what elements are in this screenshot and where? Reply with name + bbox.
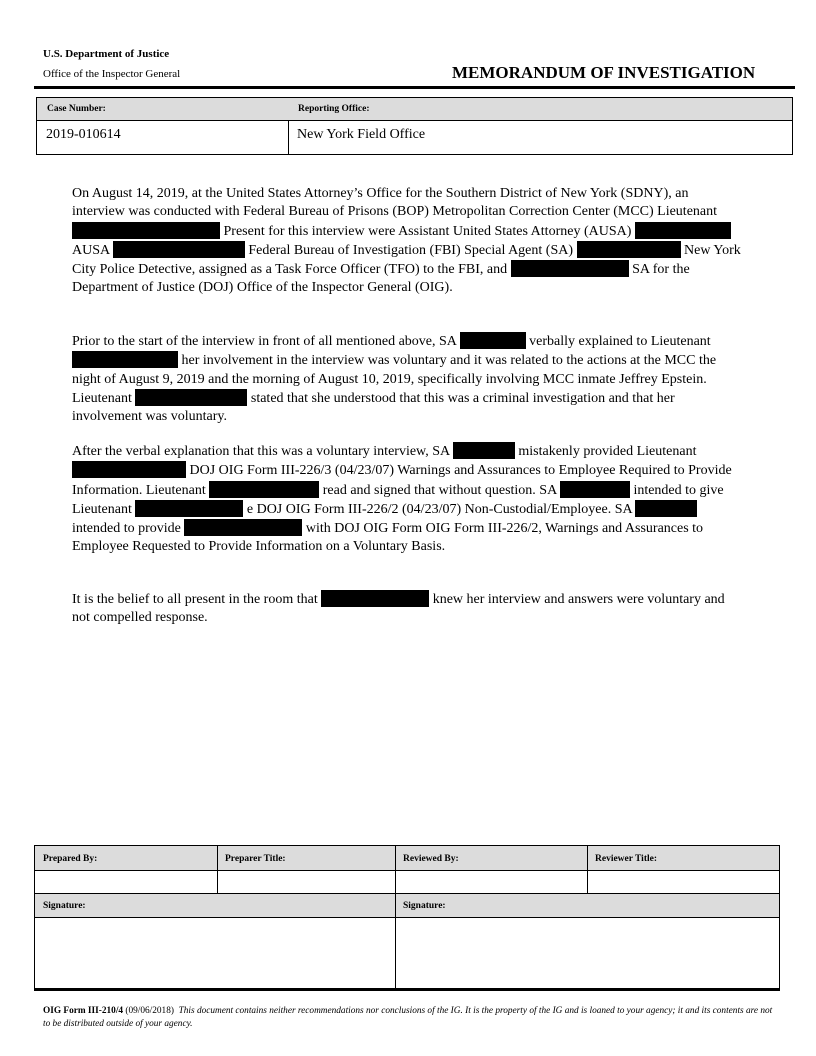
redaction-box: [113, 241, 245, 258]
p1-text-3: AUSA: [72, 242, 110, 258]
redaction-box: [209, 481, 319, 498]
p3-text-8: with DOJ OIG Form OIG Form III-226/2, Warnings and Assurances to Employee Requested to Provide Information on a Voluntary Basis.: [72, 521, 704, 555]
reviewer-signature-field[interactable]: [395, 917, 779, 988]
p1-text-5: New York City Police Detective, assigned as a Task Force Officer (TFO) to the FBI, and: [72, 242, 741, 278]
prepared-by-field[interactable]: [35, 870, 217, 893]
redaction-box: [511, 260, 629, 277]
form-date: (09/06/2018): [125, 1006, 174, 1016]
redaction-box: [453, 442, 515, 459]
reviewed-by-field[interactable]: [395, 870, 587, 893]
p2-text-4: stated that she understood that this was a criminal investigation and that her involvement was voluntary.: [72, 390, 675, 425]
form-id: OIG Form III-210/4: [43, 1006, 124, 1016]
case-info-box: [36, 97, 793, 155]
footer-notice: This document contains neither recommendations nor conclusions of the IG. It is the property of the IG and is loaned to your agency; it and its contents are not to be distributed outside of your agency.: [43, 1006, 773, 1029]
header-divider: [34, 86, 795, 89]
redaction-box: [635, 500, 697, 517]
redaction-box: [635, 222, 731, 239]
preparer-title-label: Preparer Title:: [217, 846, 395, 870]
prepared-by-label: Prepared By:: [35, 846, 217, 870]
p4-text-2: knew her interview and answers were voluntary and not compelled response.: [72, 592, 725, 626]
redaction-box: [72, 222, 220, 239]
reviewer-title-label: Reviewer Title:: [587, 846, 779, 870]
p1-text-4: Federal Bureau of Investigation (FBI) Special Agent (SA): [248, 242, 574, 258]
table-divider: [35, 893, 779, 894]
reporting-office-label: Reporting Office:: [288, 98, 792, 121]
redaction-box: [577, 241, 681, 258]
p3-text-3: DOJ OIG Form III-226/3 (04/23/07) Warnings and Assurances to Employee Required to Provide Information. Lieutenant: [72, 463, 732, 498]
p3-text-7: intended to provide: [72, 521, 181, 537]
p3-text-5: intended to give Lieutenant: [72, 482, 724, 517]
paragraph-3: [72, 442, 742, 557]
reviewer-title-field[interactable]: [587, 870, 779, 893]
p2-text-3: her involvement in the interview was voluntary and it was related to the actions at the MCC the night of August 9, 2019 and the morning of August 10, 2019, specifically involving MCC inmate Jeffrey Epstein. Lieutenant: [72, 353, 717, 406]
signature-label-right: Signature:: [395, 893, 779, 917]
redaction-box: [184, 519, 302, 536]
reporting-office-value: New York Field Office: [297, 127, 426, 142]
reporting-office-cell: [288, 98, 792, 154]
p3-text-1: After the verbal explanation that this was a voluntary interview, SA: [72, 444, 450, 459]
paragraph-1: [72, 185, 742, 298]
table-divider: [587, 846, 588, 893]
table-divider: [217, 846, 218, 893]
signature-table: [34, 845, 780, 991]
office-name: Office of the Inspector General: [43, 68, 181, 80]
p3-text-6: e DOJ OIG Form III-226/2 (04/23/07) Non-Custodial/Employee. SA: [246, 501, 632, 517]
table-divider: [395, 846, 396, 988]
p2-text-1: Prior to the start of the interview in front of all mentioned above, SA: [72, 334, 457, 349]
p2-text-2: verbally explained to Lieutenant: [529, 334, 711, 349]
redaction-box: [135, 389, 247, 406]
paragraph-2: [72, 332, 742, 426]
redaction-box: [560, 481, 630, 498]
paragraph-4: [72, 590, 742, 628]
preparer-title-field[interactable]: [217, 870, 395, 893]
p4-text-1: It is the belief to all present in the room that: [72, 592, 318, 607]
page-title: MEMORANDUM OF INVESTIGATION: [452, 63, 756, 82]
p3-text-4: read and signed that without question. SA: [322, 482, 557, 498]
agency-name: U.S. Department of Justice: [43, 48, 170, 60]
redaction-box: [135, 500, 243, 517]
redaction-box: [72, 461, 186, 478]
preparer-signature-field[interactable]: [35, 917, 395, 988]
redaction-box: [460, 332, 526, 349]
p1-text-2: Present for this interview were Assistant United States Attorney (AUSA): [223, 223, 632, 239]
case-number-cell: [37, 98, 289, 154]
table-divider: [35, 917, 779, 918]
redaction-box: [72, 351, 178, 368]
table-divider: [35, 870, 779, 871]
p1-text-6: SA for the Department of Justice (DOJ) Office of the Inspector General (OIG).: [72, 262, 690, 296]
signature-label-left: Signature:: [35, 893, 395, 917]
redaction-box: [321, 590, 429, 607]
form-footer: [43, 1005, 773, 1031]
p3-text-2: mistakenly provided Lieutenant: [518, 444, 697, 459]
p1-text-1: On August 14, 2019, at the United States Attorney’s Office for the Southern District of New York (SDNY), an interview was conducted with Federal Bureau of Prisons (BOP) Metropolitan Correction Center (MCC) Lieutenant: [72, 186, 718, 220]
reviewed-by-label: Reviewed By:: [395, 846, 587, 870]
case-number-value: 2019-010614: [46, 127, 121, 142]
case-number-label: Case Number:: [37, 98, 288, 121]
